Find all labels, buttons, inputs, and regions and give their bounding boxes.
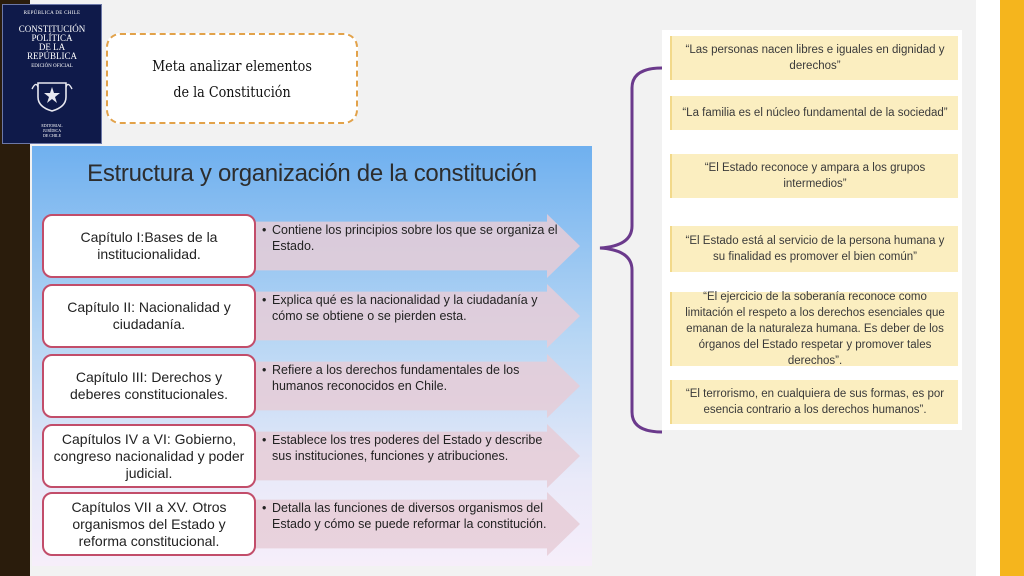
cover-publisher [8, 123, 96, 138]
cover-publisher-line: EDITORIAL [41, 123, 63, 128]
quote-item: “El ejercicio de la soberanía reconoce como limitación el respeto a los derechos esenciales que emanan de la naturaleza humana. Es deber de los órganos del Estado respetar y promover tales derechos”. [670, 292, 958, 366]
chapter-description: • Establece los tres poderes del Estado y describe sus instituciones, funciones y atribuciones. [262, 433, 543, 463]
chapter-box: Capítulos VII a XV. Otros organismos del Estado y reforma constitucional. [42, 492, 256, 556]
chapter-description: • Explica qué es la nacionalidad y la ciudadanía y cómo se obtiene o se pierden esta. [262, 293, 538, 323]
chapter-box: Capítulo II: Nacionalidad y ciudadanía. [42, 284, 256, 348]
quote-item: “El terrorismo, en cualquiera de sus formas, es por esencia contrario a los derechos humanos”. [670, 380, 958, 424]
chapter-description: • Contiene los principios sobre los que se organiza el Estado. [262, 223, 558, 253]
cover-republic: REPÚBLICA DE CHILE [23, 11, 81, 16]
cover-title-line: REPÚBLICA [26, 51, 77, 61]
cover-title-line: CONSTITUCIÓN [18, 24, 86, 34]
chapter-description: • Refiere a los derechos fundamentales de los humanos reconocidos en Chile. [262, 363, 520, 393]
cover-title-line: POLÍTICA [31, 33, 73, 43]
quote-item: “El Estado está al servicio de la persona humana y su finalidad es promover el bien común” [670, 226, 958, 272]
chapter-row [42, 354, 582, 418]
quote-item: “El Estado reconoce y ampara a los grupos intermedios” [670, 154, 958, 198]
chapter-row [42, 214, 582, 278]
chapter-description-text: Explica qué es la nacionalidad y la ciudadanía y cómo se obtiene o se pierden esta. [272, 293, 538, 323]
cover-title-line: DE LA [38, 42, 66, 52]
cover-publisher-line: DE CHILE [42, 133, 62, 138]
chapter-box: Capítulo I:Bases de la institucionalidad. [42, 214, 256, 278]
meta-goal-box [106, 33, 358, 124]
structure-panel [32, 146, 592, 566]
right-white-strip [976, 0, 1000, 576]
quote-item: “Las personas nacen libres e iguales en dignidad y derechos” [670, 36, 958, 80]
quote-item: “La familia es el núcleo fundamental de la sociedad” [670, 96, 958, 130]
chapter-box: Capítulos IV a VI: Gobierno, congreso nacionalidad y poder judicial. [42, 424, 256, 488]
right-accent-bar [1000, 0, 1024, 576]
chapter-description-text: Refiere a los derechos fundamentales de los humanos reconocidos en Chile. [272, 363, 520, 393]
panel-title: Estructura y organización de la constitución [87, 160, 537, 187]
constitution-cover-image [2, 4, 102, 144]
chapter-row [42, 492, 582, 556]
chapter-description-text: Contiene los principios sobre los que se organiza el Estado. [272, 223, 558, 253]
cover-title [8, 25, 96, 61]
chapter-row [42, 424, 582, 488]
cover-edition: EDICIÓN OFICIAL [31, 64, 73, 69]
chapter-description: • Detalla las funciones de diversos organismos del Estado y cómo se puede reformar la constitución. [262, 501, 547, 531]
chapter-description-text: Establece los tres poderes del Estado y describe sus instituciones, funciones y atribuciones. [272, 433, 543, 463]
coat-of-arms-icon [30, 75, 74, 115]
meta-goal-text: Meta analizar elementos de la Constitución [152, 56, 312, 101]
chapter-description-text: Detalla las funciones de diversos organismos del Estado y cómo se puede reformar la constitución. [272, 501, 547, 531]
chapter-row [42, 284, 582, 348]
chapter-box: Capítulo III: Derechos y deberes constitucionales. [42, 354, 256, 418]
cover-publisher-line: JURÍDICA [42, 128, 62, 133]
curly-brace-icon [598, 66, 668, 434]
quotes-panel [662, 30, 962, 430]
